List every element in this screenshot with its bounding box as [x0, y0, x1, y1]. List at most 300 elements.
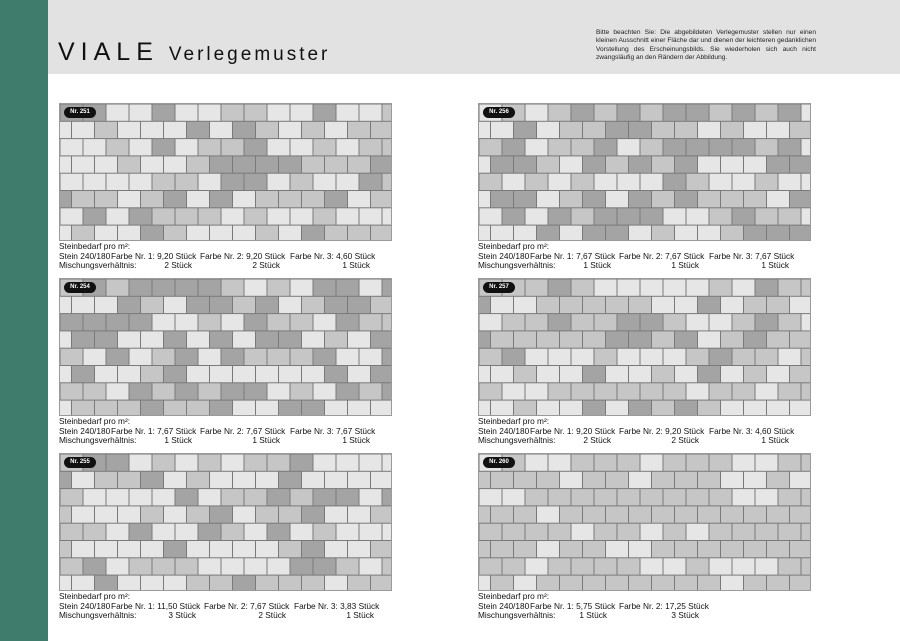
paving-stone — [360, 489, 382, 505]
paving-stone — [325, 297, 347, 313]
paving-stone — [687, 314, 709, 330]
paving-stone — [337, 383, 359, 399]
paving-stone — [268, 558, 290, 574]
paving-stone — [61, 383, 83, 399]
paving-stone — [153, 455, 175, 471]
paving-stone — [233, 576, 255, 591]
paving-stone — [560, 297, 582, 313]
paving-stone — [698, 366, 720, 382]
paving-stone — [583, 366, 605, 382]
paving-stone — [618, 105, 640, 121]
paving-stone — [187, 156, 209, 172]
paving-stone — [537, 366, 559, 382]
paving-stone — [802, 524, 812, 540]
paving-stone — [176, 105, 198, 121]
paving-pattern — [478, 278, 811, 416]
paving-stone — [526, 489, 548, 505]
paving-stone — [606, 401, 628, 416]
paving-stone — [279, 191, 301, 207]
paving-stone — [664, 558, 686, 574]
paving-stone — [383, 208, 393, 224]
paving-stone — [199, 314, 221, 330]
paving-stone — [153, 489, 175, 505]
paving-stone — [360, 280, 382, 296]
paving-stone — [256, 541, 278, 557]
paving-stone — [767, 226, 789, 241]
paving-stone — [687, 349, 709, 365]
paving-stone — [95, 191, 117, 207]
paving-stone — [279, 331, 301, 347]
paving-stone — [222, 314, 244, 330]
paving-stone — [629, 472, 651, 488]
paving-stone — [779, 489, 801, 505]
paving-stone — [60, 226, 71, 241]
paving-stone — [767, 366, 789, 382]
paving-stone — [84, 383, 106, 399]
paving-stone — [479, 506, 490, 522]
paving-stone — [479, 122, 490, 138]
paving-stone — [187, 331, 209, 347]
paving-stone — [721, 226, 743, 241]
color-2-amount: Farbe Nr. 2: 9,20 Stück — [200, 250, 286, 261]
paving-stone — [514, 297, 536, 313]
paving-stone — [60, 191, 71, 207]
paving-stone — [95, 156, 117, 172]
paving-stone — [222, 383, 244, 399]
paving-stone — [199, 558, 221, 574]
paving-stone — [164, 472, 186, 488]
paving-stone — [210, 156, 232, 172]
paving-stone — [687, 174, 709, 190]
paving-stone — [733, 524, 755, 540]
paving-stone — [779, 558, 801, 574]
paving-stone — [698, 331, 720, 347]
paving-stone — [118, 472, 140, 488]
paving-stone — [560, 366, 582, 382]
paving-stone — [176, 139, 198, 155]
paving-stone — [664, 208, 686, 224]
paving-stone — [222, 349, 244, 365]
paving-stone — [95, 366, 117, 382]
paving-stone — [176, 489, 198, 505]
paving-stone — [514, 366, 536, 382]
stone-size: Stein 240/180 — [59, 425, 111, 436]
paving-stone — [141, 366, 163, 382]
paving-stone — [560, 122, 582, 138]
paving-stone — [245, 455, 267, 471]
paving-stone — [107, 139, 129, 155]
paving-stone — [514, 472, 536, 488]
paving-stone — [503, 174, 525, 190]
paving-stone — [629, 331, 651, 347]
paving-stone — [153, 105, 175, 121]
paving-stone — [268, 208, 290, 224]
paving-stone — [802, 558, 812, 574]
pattern-number-badge: Nr. 254 — [64, 282, 96, 293]
paving-stone — [233, 122, 255, 138]
paving-stone — [664, 139, 686, 155]
paving-stone — [491, 122, 513, 138]
paving-stone — [210, 576, 232, 591]
paving-stone — [199, 208, 221, 224]
paving-stone — [130, 524, 152, 540]
paving-stone — [802, 489, 812, 505]
paving-stone — [710, 280, 732, 296]
paving-stone — [383, 174, 393, 190]
paving-stone — [256, 576, 278, 591]
paving-stone — [118, 366, 140, 382]
paving-stone — [371, 401, 392, 416]
paving-stone — [371, 472, 392, 488]
paving-stone — [710, 174, 732, 190]
paving-stone — [360, 558, 382, 574]
paving-stone — [141, 541, 163, 557]
paving-pattern — [59, 103, 392, 241]
paving-stone — [641, 383, 663, 399]
color-1-amount: Farbe Nr. 1: 7,67 Stück — [111, 425, 197, 436]
ratio-label: Mischungsverhältnis: — [59, 435, 137, 446]
paving-stone — [710, 524, 732, 540]
paving-stone — [479, 156, 490, 172]
ratio-color-1: 2 Stück — [583, 435, 611, 446]
paving-stone — [383, 105, 393, 121]
paving-stone — [72, 401, 94, 416]
paving-stone — [790, 541, 811, 557]
paving-stone — [153, 314, 175, 330]
paving-stone — [176, 174, 198, 190]
paving-stone — [222, 174, 244, 190]
paving-stone — [279, 576, 301, 591]
paving-stone — [572, 139, 594, 155]
paving-stone — [629, 226, 651, 241]
paving-pattern-graphic — [60, 279, 392, 416]
paving-stone — [233, 541, 255, 557]
paving-stone — [652, 576, 674, 591]
paving-stone — [526, 524, 548, 540]
paving-stone — [325, 191, 347, 207]
paving-stone — [491, 472, 513, 488]
paving-stone — [802, 105, 812, 121]
paving-stone — [325, 156, 347, 172]
requirement-heading: Steinbedarf pro m²: — [59, 416, 131, 426]
ratio-label: Mischungsverhältnis: — [478, 610, 556, 621]
stone-requirement-info — [478, 242, 811, 271]
paving-stone — [210, 226, 232, 241]
requirement-heading: Steinbedarf pro m²: — [478, 416, 550, 426]
paving-stone — [314, 349, 336, 365]
stone-requirement-info — [59, 242, 392, 271]
paving-stone — [72, 576, 94, 591]
paving-stone — [302, 472, 324, 488]
paving-stone — [383, 280, 393, 296]
paving-stone — [325, 331, 347, 347]
paving-stone — [480, 524, 502, 540]
paving-stone — [245, 383, 267, 399]
paving-stone — [802, 314, 812, 330]
color-1-amount: Farbe Nr. 1: 9,20 Stück — [530, 425, 616, 436]
paving-stone — [698, 541, 720, 557]
paving-stone — [60, 576, 71, 591]
paving-stone — [279, 506, 301, 522]
paving-stone — [61, 524, 83, 540]
paving-stone — [60, 331, 71, 347]
paving-stone — [744, 541, 766, 557]
ratio-color-3: 1 Stück — [761, 260, 789, 271]
paving-stone — [118, 226, 140, 241]
stone-size: Stein 240/180 — [478, 600, 530, 611]
paving-stone — [60, 297, 71, 313]
paving-stone — [291, 455, 313, 471]
paving-stone — [675, 331, 697, 347]
paving-stone — [118, 156, 140, 172]
paving-stone — [153, 558, 175, 574]
paving-stone — [503, 524, 525, 540]
paving-stone — [130, 174, 152, 190]
paving-stone — [698, 506, 720, 522]
stone-size: Stein 240/180 — [59, 600, 111, 611]
paving-stone — [314, 208, 336, 224]
paving-stone — [710, 489, 732, 505]
paving-stone — [279, 472, 301, 488]
paving-stone — [199, 524, 221, 540]
paving-stone — [733, 558, 755, 574]
paving-stone — [675, 472, 697, 488]
paving-stone — [291, 558, 313, 574]
paving-stone — [360, 139, 382, 155]
paving-stone — [130, 558, 152, 574]
paving-stone — [233, 366, 255, 382]
paving-stone — [256, 156, 278, 172]
paving-stone — [164, 297, 186, 313]
paving-stone — [337, 455, 359, 471]
paving-stone — [514, 226, 536, 241]
paving-stone — [176, 455, 198, 471]
paving-stone — [560, 576, 582, 591]
paving-stone — [503, 489, 525, 505]
paving-stone — [503, 558, 525, 574]
paving-stone — [664, 455, 686, 471]
color-3-amount: Farbe Nr. 3: 7,67 Stück — [709, 250, 795, 261]
paving-stone — [256, 122, 278, 138]
paving-stone — [371, 366, 392, 382]
paving-stone — [337, 489, 359, 505]
paving-stone — [641, 105, 663, 121]
paving-stone — [383, 314, 393, 330]
ratio-color-3: 1 Stück — [342, 260, 370, 271]
paving-stone — [537, 122, 559, 138]
paving-stone — [641, 558, 663, 574]
paving-stone — [187, 297, 209, 313]
paving-stone — [606, 297, 628, 313]
paving-stone — [549, 383, 571, 399]
paving-stone — [733, 139, 755, 155]
paving-stone — [337, 349, 359, 365]
paving-stone — [199, 383, 221, 399]
paving-stone — [268, 383, 290, 399]
paving-stone — [710, 208, 732, 224]
paving-stone — [118, 122, 140, 138]
paving-stone — [595, 524, 617, 540]
pattern-number-badge: Nr. 260 — [483, 457, 515, 468]
paving-stone — [721, 156, 743, 172]
paving-stone — [187, 541, 209, 557]
paving-stone — [779, 349, 801, 365]
paving-stone — [503, 139, 525, 155]
paving-stone — [721, 506, 743, 522]
ratio-color-1: 1 Stück — [583, 260, 611, 271]
paving-stone — [572, 349, 594, 365]
paving-pattern-graphic — [60, 454, 392, 591]
paving-stone — [107, 174, 129, 190]
paving-stone — [606, 472, 628, 488]
paving-stone — [222, 280, 244, 296]
paving-stone — [675, 122, 697, 138]
paving-stone — [779, 455, 801, 471]
ratio-color-2: 2 Stück — [671, 435, 699, 446]
paving-stone — [314, 174, 336, 190]
paving-stone — [84, 139, 106, 155]
paving-stone — [164, 156, 186, 172]
paving-stone — [279, 366, 301, 382]
paving-stone — [526, 280, 548, 296]
paving-stone — [537, 472, 559, 488]
paving-stone — [641, 174, 663, 190]
color-3-amount: Farbe Nr. 3: 4,60 Stück — [709, 425, 795, 436]
paving-stone — [756, 208, 778, 224]
paving-stone — [314, 558, 336, 574]
paving-stone — [687, 558, 709, 574]
paving-stone — [491, 576, 513, 591]
paving-stone — [187, 191, 209, 207]
paving-stone — [767, 122, 789, 138]
paving-stone — [383, 349, 393, 365]
paving-stone — [245, 558, 267, 574]
paving-stone — [222, 524, 244, 540]
paving-stone — [479, 366, 490, 382]
paving-stone — [245, 174, 267, 190]
paving-stone — [383, 524, 393, 540]
ratio-label: Mischungsverhältnis: — [478, 260, 556, 271]
paving-stone — [233, 401, 255, 416]
paving-stone — [383, 558, 393, 574]
paving-stone — [84, 524, 106, 540]
color-3-amount: Farbe Nr. 3: 4,60 Stück — [290, 250, 376, 261]
paving-stone — [675, 297, 697, 313]
paving-stone — [526, 208, 548, 224]
paving-stone — [371, 122, 392, 138]
paving-stone — [606, 331, 628, 347]
paving-stone — [371, 506, 392, 522]
paving-stone — [480, 314, 502, 330]
paving-stone — [779, 208, 801, 224]
paving-stone — [383, 489, 393, 505]
paving-stone — [187, 366, 209, 382]
paving-stone — [675, 576, 697, 591]
paving-stone — [744, 156, 766, 172]
paving-stone — [130, 349, 152, 365]
paving-stone — [164, 122, 186, 138]
paving-stone — [698, 576, 720, 591]
paving-stone — [675, 191, 697, 207]
paving-stone — [95, 401, 117, 416]
paving-stone — [302, 226, 324, 241]
paving-stone — [733, 349, 755, 365]
paving-stone — [526, 383, 548, 399]
paving-stone — [268, 139, 290, 155]
paving-stone — [503, 208, 525, 224]
paving-stone — [141, 226, 163, 241]
paving-stone — [199, 105, 221, 121]
paving-stone — [618, 208, 640, 224]
paving-stone — [325, 366, 347, 382]
paving-stone — [337, 558, 359, 574]
paving-stone — [130, 489, 152, 505]
paving-stone — [606, 506, 628, 522]
paving-stone — [537, 191, 559, 207]
ratio-color-3: 1 Stück — [346, 610, 374, 621]
stone-size: Stein 240/180 — [478, 425, 530, 436]
paving-stone — [687, 489, 709, 505]
paving-stone — [60, 506, 71, 522]
paving-stone — [176, 314, 198, 330]
paving-stone — [164, 506, 186, 522]
paving-stone — [641, 314, 663, 330]
paving-stone — [291, 280, 313, 296]
paving-stone — [756, 524, 778, 540]
paving-stone — [664, 489, 686, 505]
paving-stone — [130, 105, 152, 121]
paving-stone — [118, 297, 140, 313]
paving-stone — [95, 576, 117, 591]
paving-stone — [118, 541, 140, 557]
paving-stone — [302, 122, 324, 138]
paving-stone — [733, 314, 755, 330]
requirement-heading: Steinbedarf pro m²: — [478, 241, 550, 251]
paving-stone — [245, 105, 267, 121]
paving-stone — [72, 297, 94, 313]
paving-stone — [652, 156, 674, 172]
paving-stone — [480, 174, 502, 190]
ratio-label: Mischungsverhältnis: — [59, 260, 137, 271]
paving-stone — [325, 472, 347, 488]
paving-stone — [187, 576, 209, 591]
paving-stone — [141, 506, 163, 522]
paving-stone — [199, 139, 221, 155]
paving-stone — [360, 314, 382, 330]
paving-stone — [479, 226, 490, 241]
paving-stone — [687, 524, 709, 540]
paving-stone — [256, 401, 278, 416]
paving-stone — [199, 280, 221, 296]
paving-stone — [84, 208, 106, 224]
paving-stone — [491, 401, 513, 416]
pattern-number-badge: Nr. 256 — [483, 107, 515, 118]
paving-stone — [721, 472, 743, 488]
paving-stone — [176, 208, 198, 224]
paving-stone — [595, 558, 617, 574]
paving-stone — [176, 558, 198, 574]
paving-stone — [348, 401, 370, 416]
paving-stone — [675, 541, 697, 557]
paving-stone — [549, 524, 571, 540]
paving-stone — [744, 576, 766, 591]
color-2-amount: Farbe Nr. 2: 7,67 Stück — [204, 600, 290, 611]
paving-stone — [279, 156, 301, 172]
ratio-color-2: 2 Stück — [258, 610, 286, 621]
paving-stone — [664, 174, 686, 190]
paving-stone — [802, 349, 812, 365]
paving-stone — [675, 156, 697, 172]
